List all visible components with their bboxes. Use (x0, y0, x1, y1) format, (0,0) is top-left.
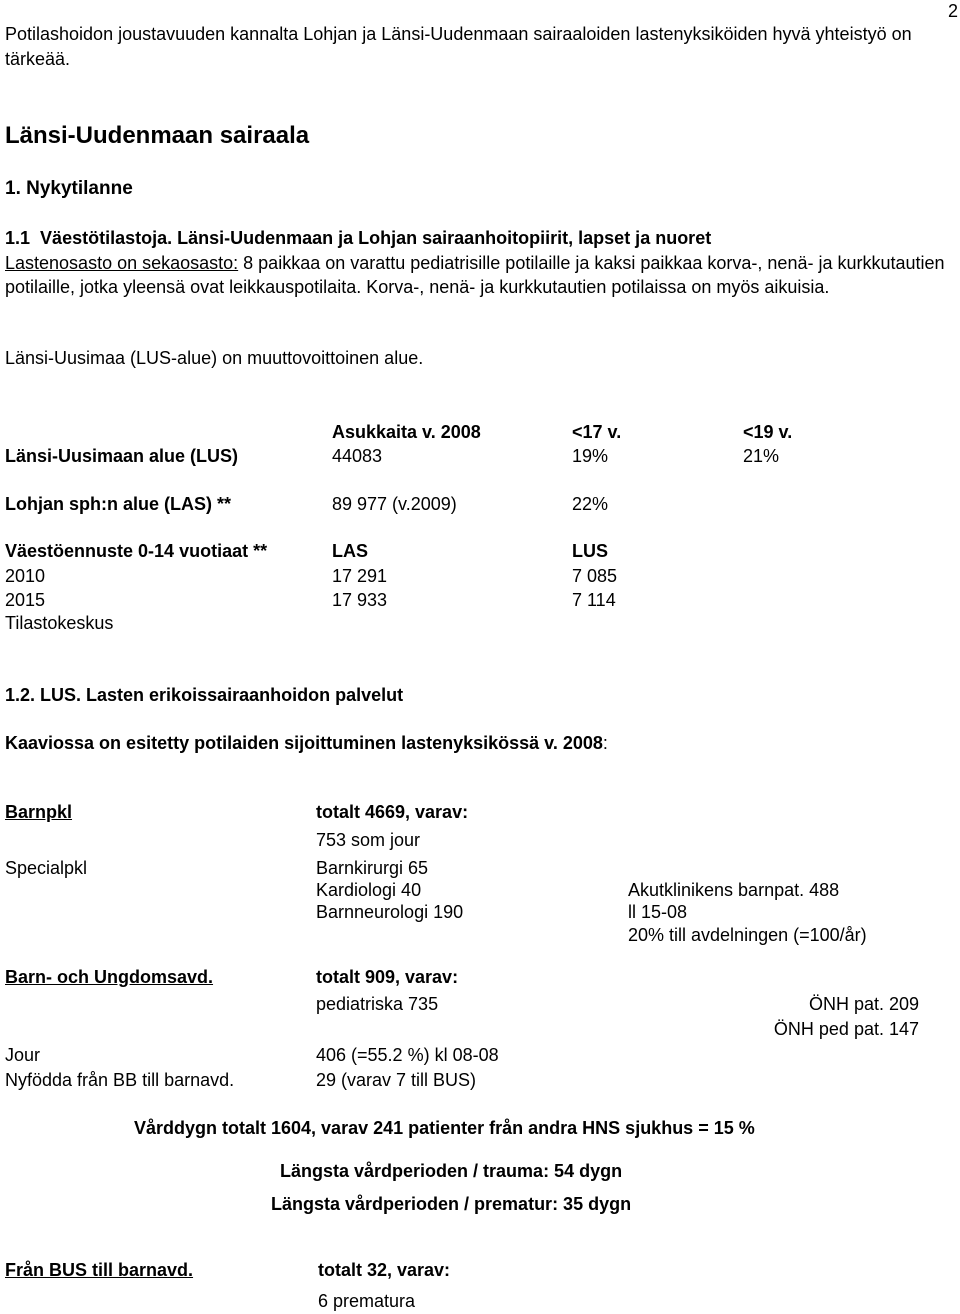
forecast-year: 2015 (5, 590, 46, 610)
jour-value: 406 (=55.2 %) kl 08-08 (316, 1045, 499, 1065)
forecast-col-las: LAS (332, 541, 368, 561)
forecast-lus-value: 7 114 (572, 590, 616, 610)
pop-header-residents: Asukkaita v. 2008 (332, 422, 481, 442)
pop-row-lus-residents: 44083 (332, 446, 383, 466)
pop-header-under17: <17 v. (572, 422, 622, 442)
onh-ped-pat: ÖNH ped pat. 147 (773, 1019, 919, 1039)
barnneurologi: Barnneurologi 190 (316, 902, 464, 922)
pop-row-lus-under17: 19% (572, 446, 609, 466)
forecast-col-lus: LUS (572, 541, 608, 561)
pop-row-las-under17: 22% (572, 494, 609, 514)
forecast-las-value: 17 933 (332, 590, 388, 610)
pop-row-las-residents: 89 977 (v.2009) (332, 494, 457, 514)
intro-paragraph: Potilashoidon joustavuuden kannalta Lohjan ja Länsi-Uudenmaan sairaaloiden lastenyksiköiden hyvä yhteistyö on tärkeää. (5, 24, 912, 69)
bus-label: Från BUS till barnavd. (5, 1260, 194, 1280)
forecast-lus-value: 7 085 (572, 566, 618, 586)
ll-time: ll 15-08 (628, 902, 688, 922)
ungdom-total: totalt 909, varav: (316, 967, 459, 987)
longest-trauma: Längsta vårdperioden / trauma: 54 dygn (280, 1161, 623, 1181)
kardiologi: Kardiologi 40 (316, 880, 422, 900)
pediatriska: pediatriska 735 (316, 994, 439, 1014)
pop-header-under19: <19 v. (743, 422, 793, 442)
pop-row-lus-under19: 21% (743, 446, 780, 466)
chart-intro (5, 732, 608, 754)
chart-intro-tail: : (602, 733, 608, 753)
heading-nykytilanne: 1. Nykytilanne (5, 178, 133, 199)
pop-row-lus-label: Länsi-Uusimaan alue (LUS) (5, 446, 239, 466)
barnpkl-jour: 753 som jour (316, 830, 421, 850)
forecast-las-value: 17 291 (332, 566, 388, 586)
forecast-source: Tilastokeskus (5, 613, 114, 633)
section-bold-text: Länsi-Uudenmaan ja Lohjan sairaanhoitopiirit, lapset ja nuoret (177, 228, 712, 248)
heading-1-2: 1.2. LUS. Lasten erikoissairaanhoidon palvelut (5, 685, 404, 705)
lastenosasto-underlined: Lastenosasto on sekaosasto: (5, 252, 239, 273)
ungdom-label: Barn- och Ungdomsavd. (5, 967, 214, 987)
migration-text: Länsi-Uusimaa (LUS-alue) on muuttovoittoinen alue. (5, 348, 424, 368)
longest-prematur: Längsta vårdperioden / prematur: 35 dygn (271, 1194, 632, 1214)
chart-intro-bold: Kaaviossa on esitetty potilaiden sijoittuminen lastenyksikössä v. 2008 (5, 733, 603, 753)
heading-main: Länsi-Uudenmaan sairaala (5, 122, 310, 149)
barnpkl-total: totalt 4669, varav: (316, 802, 469, 822)
bus-prematura: 6 prematura (318, 1291, 416, 1311)
section-label: Väestötilastoja. (40, 228, 173, 248)
barnpkl-label: Barnpkl (5, 802, 73, 822)
section-rest-text: 8 paikkaa on varattu pediatrisille potilaille ja kaksi paikkaa korva-, nenä- ja kurkkutautien potilaille, jotka yleensä ovat leikkauspotilaita. Korva-, nenä- ja kurkkutautien potilaissa on myös aikuisia. (5, 252, 945, 297)
percent-to-ward: 20% till avdelningen (=100/år) (628, 925, 867, 945)
nyfodda-label: Nyfödda från BB till barnavd. (5, 1070, 235, 1090)
forecast-label: Väestöennuste 0-14 vuotiaat ** (5, 541, 268, 561)
onh-pat: ÖNH pat. 209 (808, 994, 919, 1014)
bus-total: totalt 32, varav: (318, 1260, 451, 1280)
nyfodda-value: 29 (varav 7 till BUS) (316, 1070, 477, 1090)
jour-label: Jour (5, 1045, 41, 1065)
forecast-year: 2010 (5, 566, 46, 586)
section-number: 1.1 (5, 228, 31, 248)
akut-barnpat: Akutklinikens barnpat. 488 (628, 880, 840, 900)
vard-summary: Vårddygn totalt 1604, varav 241 patienter från andra HNS sjukhus = 15 % (134, 1118, 755, 1138)
specialpkl-label: Specialpkl (5, 858, 88, 878)
section-1-1-paragraph (5, 226, 950, 300)
page-number: 2 (947, 1, 958, 21)
barnkirurgi: Barnkirurgi 65 (316, 858, 429, 878)
pop-row-las-label: Lohjan sph:n alue (LAS) ** (5, 494, 232, 514)
